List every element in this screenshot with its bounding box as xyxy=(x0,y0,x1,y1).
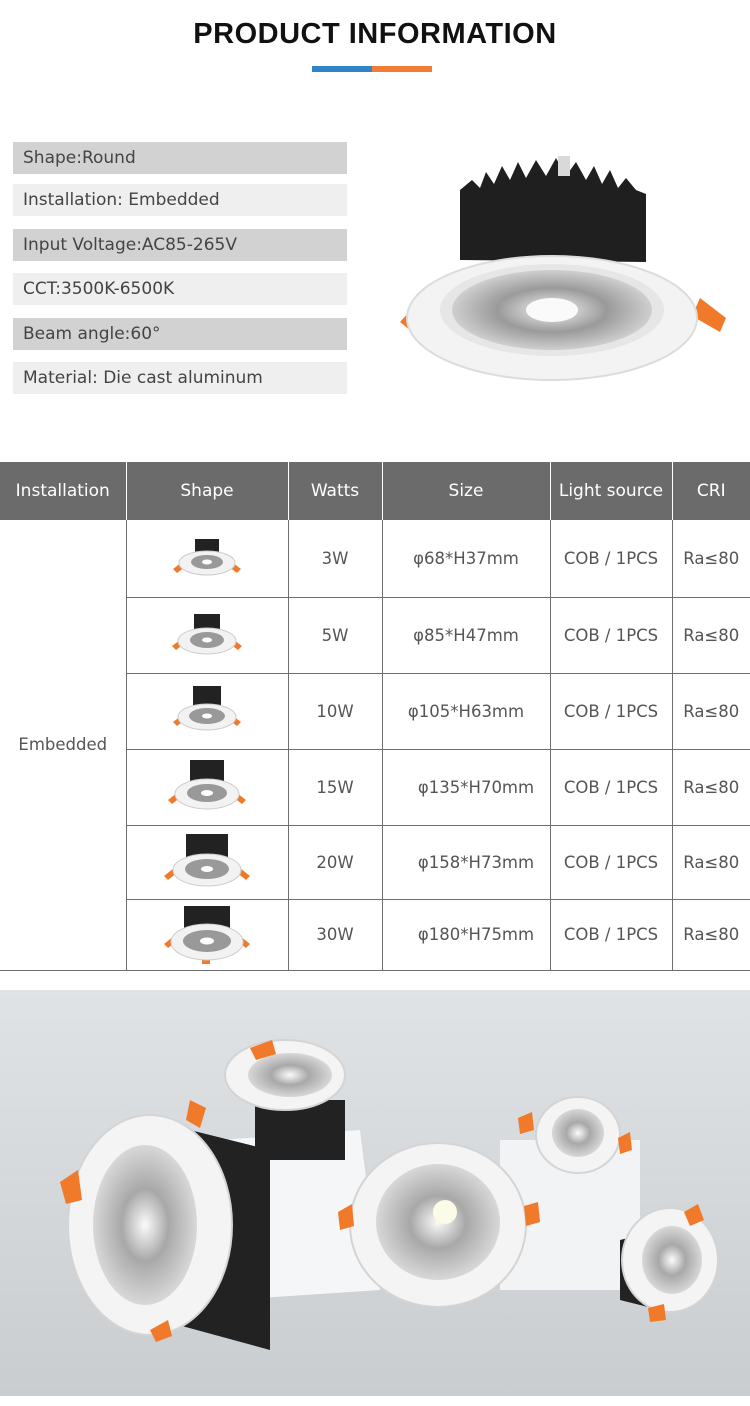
spec-voltage: Input Voltage:AC85-265V xyxy=(13,229,347,261)
underline-orange xyxy=(372,66,432,72)
size-cell: φ68*H37mm xyxy=(382,520,550,597)
title-underline xyxy=(312,66,432,72)
spec-beam-angle: Beam angle:60° xyxy=(13,318,347,350)
source-cell: COB / 1PCS xyxy=(550,673,672,749)
spec-installation: Installation: Embedded xyxy=(13,184,347,216)
size-cell: φ158*H73mm xyxy=(382,825,550,899)
cri-cell: Ra≤80 xyxy=(672,520,750,597)
shape-thumbnail xyxy=(126,673,288,749)
watts-cell: 10W xyxy=(288,673,382,749)
source-cell: COB / 1PCS xyxy=(550,520,672,597)
cri-cell: Ra≤80 xyxy=(672,825,750,899)
size-cell: φ180*H75mm xyxy=(382,899,550,970)
col-header-installation: Installation xyxy=(0,462,126,520)
shape-thumbnail xyxy=(126,597,288,673)
watts-cell: 20W xyxy=(288,825,382,899)
underline-blue xyxy=(312,66,372,72)
product-spec-table xyxy=(0,462,750,971)
spec-cct: CCT:3500K-6500K xyxy=(13,273,347,305)
size-cell: φ105*H63mm xyxy=(382,673,550,749)
col-header-watts: Watts xyxy=(288,462,382,520)
watts-cell: 15W xyxy=(288,749,382,825)
shape-thumbnail xyxy=(126,749,288,825)
col-header-light-source: Light source xyxy=(550,462,672,520)
shape-thumbnail xyxy=(126,899,288,970)
cri-cell: Ra≤80 xyxy=(672,597,750,673)
source-cell: COB / 1PCS xyxy=(550,899,672,970)
product-lifestyle-photo xyxy=(0,990,750,1396)
col-header-cri: CRI xyxy=(672,462,750,520)
watts-cell: 30W xyxy=(288,899,382,970)
size-cell: φ135*H70mm xyxy=(382,749,550,825)
installation-cell: Embedded xyxy=(0,520,126,970)
spec-shape: Shape:Round xyxy=(13,142,347,174)
page-title: PRODUCT INFORMATION xyxy=(193,18,557,50)
cri-cell: Ra≤80 xyxy=(672,673,750,749)
watts-cell: 3W xyxy=(288,520,382,597)
col-header-shape: Shape xyxy=(126,462,288,520)
table-header-row xyxy=(0,462,750,520)
table-row xyxy=(0,520,750,597)
shape-thumbnail xyxy=(126,520,288,597)
source-cell: COB / 1PCS xyxy=(550,749,672,825)
source-cell: COB / 1PCS xyxy=(550,825,672,899)
cri-cell: Ra≤80 xyxy=(672,749,750,825)
source-cell: COB / 1PCS xyxy=(550,597,672,673)
cri-cell: Ra≤80 xyxy=(672,899,750,970)
spec-material: Material: Die cast aluminum xyxy=(13,362,347,394)
shape-thumbnail xyxy=(126,825,288,899)
size-cell: φ85*H47mm xyxy=(382,597,550,673)
product-hero-image xyxy=(380,150,730,390)
col-header-size: Size xyxy=(382,462,550,520)
watts-cell: 5W xyxy=(288,597,382,673)
